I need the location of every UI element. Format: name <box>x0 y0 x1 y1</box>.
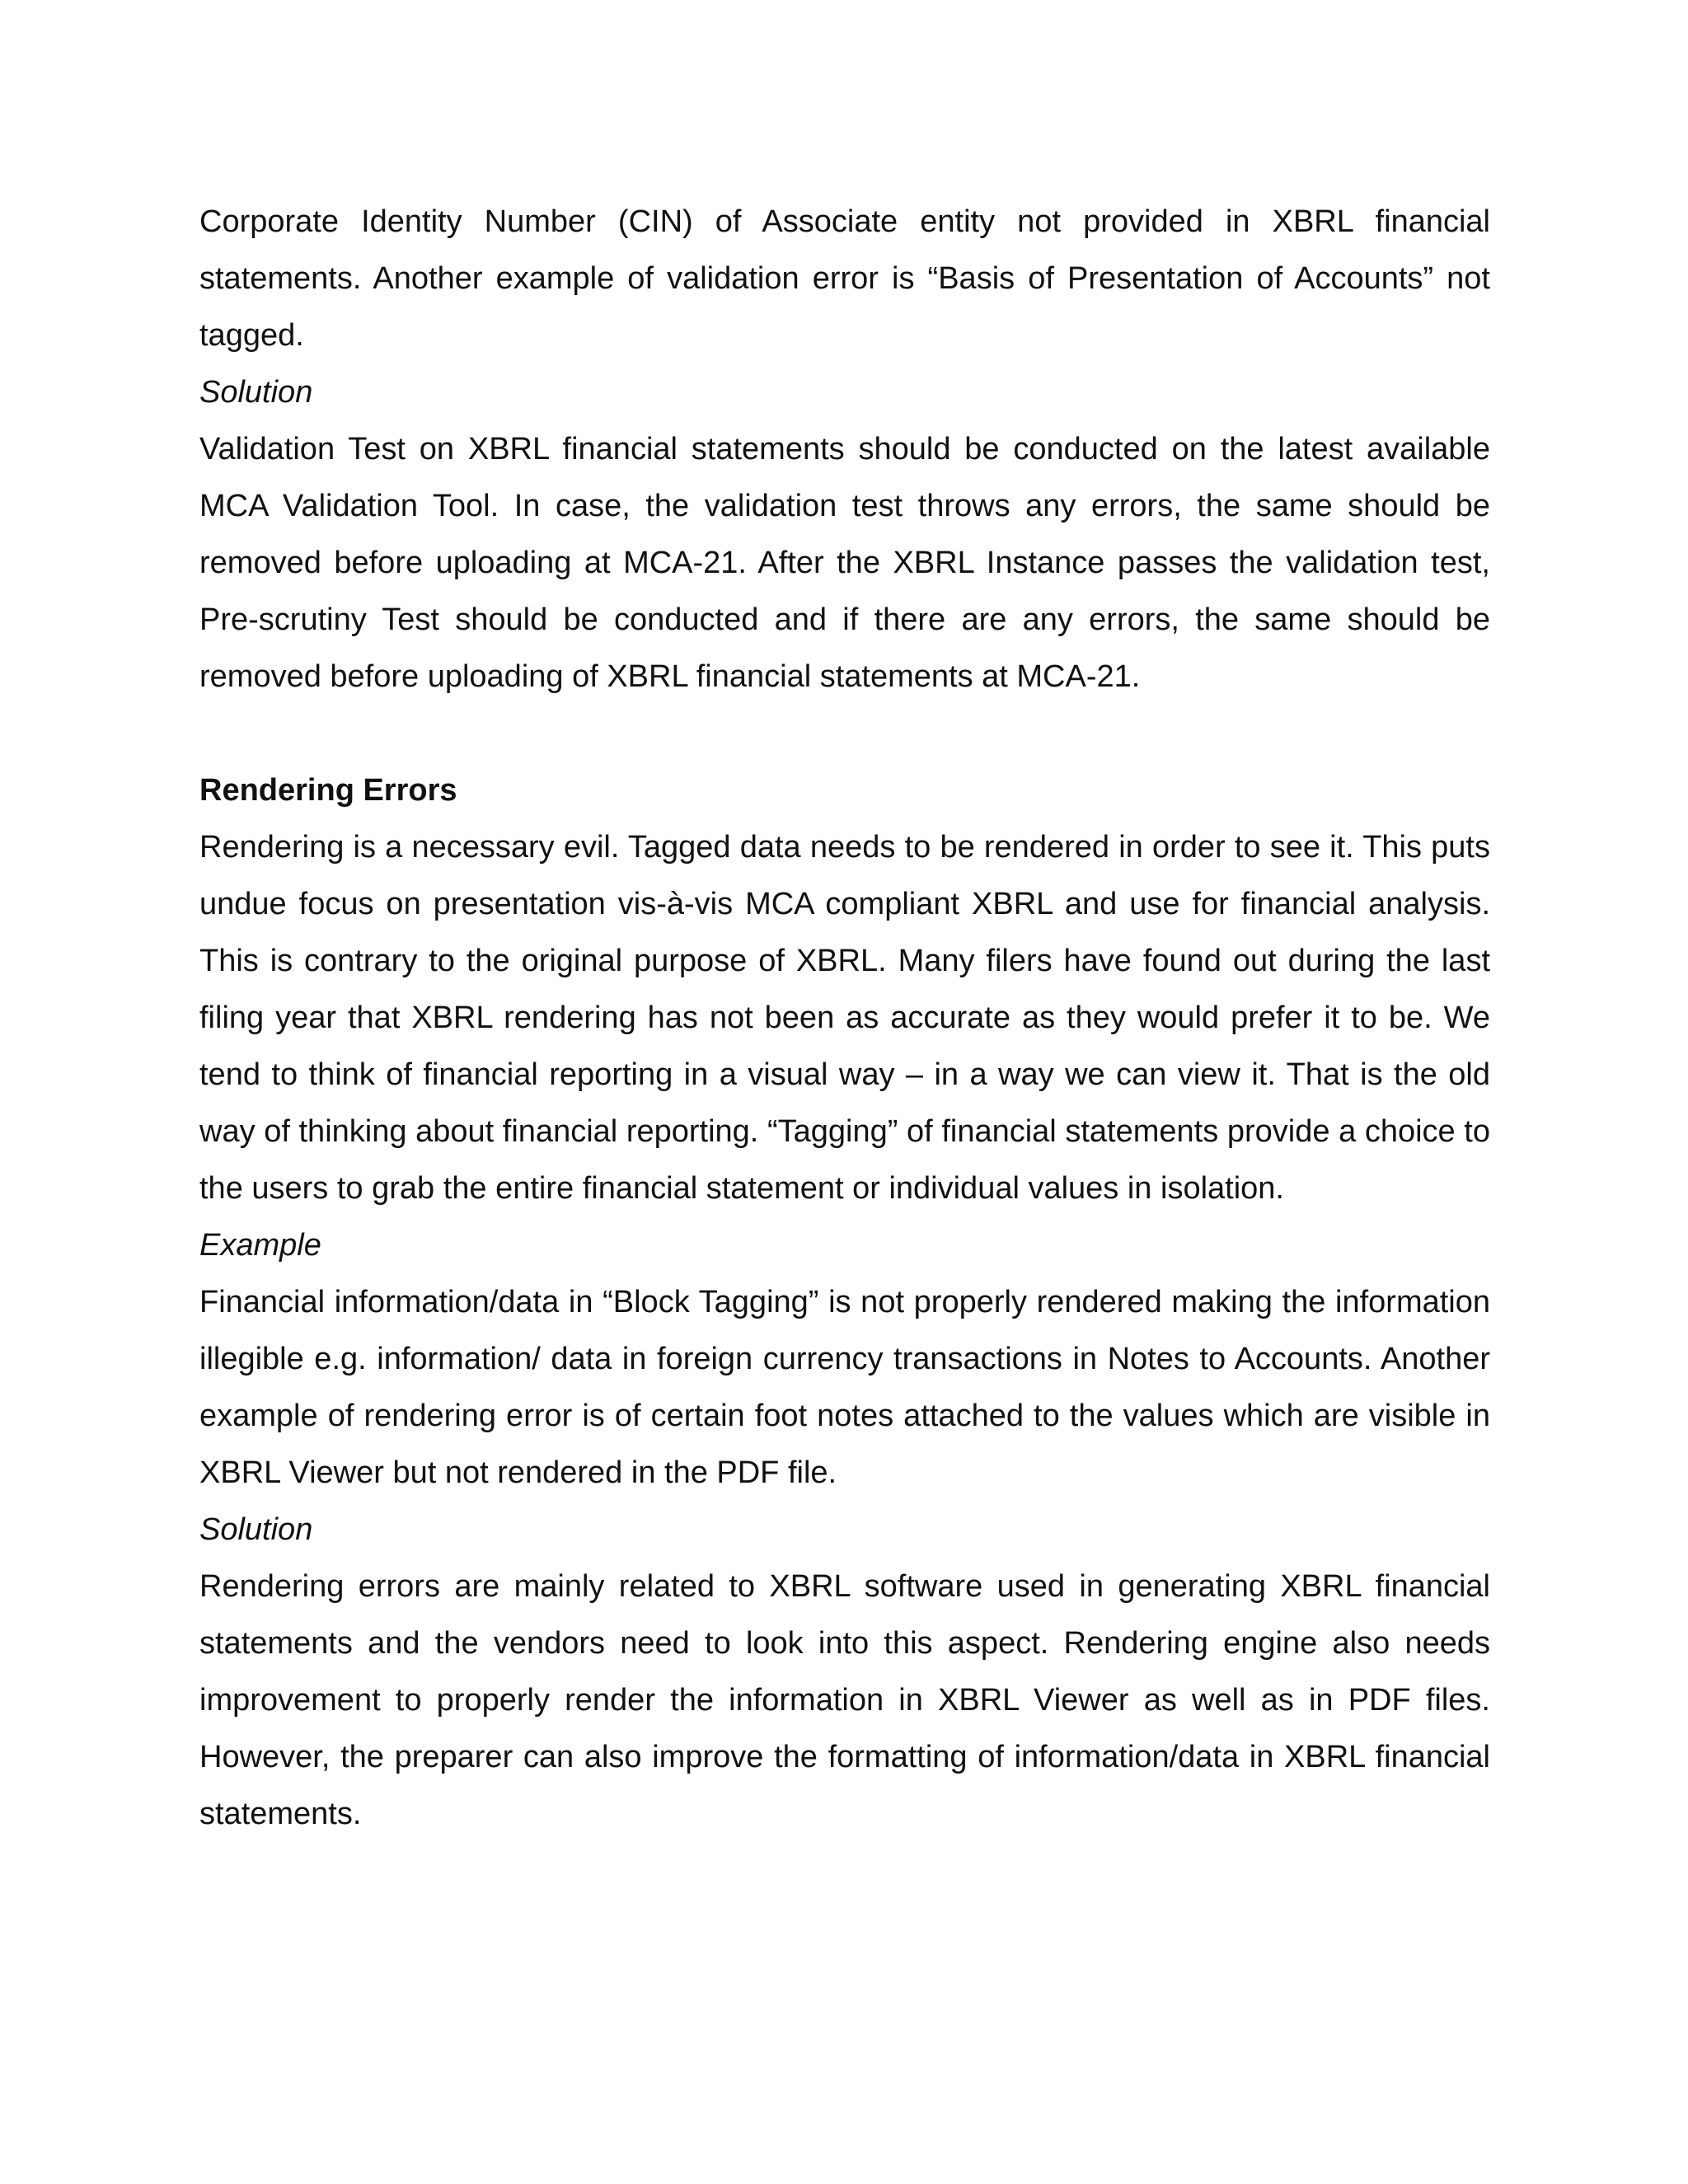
solution-label: Solution <box>199 375 313 410</box>
solution-paragraph: Validation Test on XBRL financial statements should be conducted on the latest available MCA Validation Tool. In case, the validation test throws any errors, the same should be removed before uploading at MCA-21. After the XBRL Instance passes the validation test, Pre-scrutiny Test should be conducted and if there are any errors, the same should be removed before uploading of XBRL financial statements at MCA-21. <box>199 432 1490 694</box>
example-paragraph: Financial information/data in “Block Tagging” is not properly rendered making the information illegible e.g. information/ data in foreign currency transactions in Notes to Accounts. Another example of rendering error is of certain foot notes attached to the values which are visible in XBRL Viewer but not rendered in the PDF file. <box>199 1285 1490 1490</box>
intro-paragraph: Corporate Identity Number (CIN) of Associate entity not provided in XBRL financial statements. Another example of validation error is “Basis of Presentation of Accounts” not tagged. <box>199 204 1490 353</box>
section-heading-rendering-errors: Rendering Errors <box>199 773 457 808</box>
rendering-paragraph: Rendering is a necessary evil. Tagged data needs to be rendered in order to see it. This puts undue focus on presentation vis-à-vis MCA compliant XBRL and use for financial analysis. This is contrary to the original purpose of XBRL. Many filers have found out during the last filing year that XBRL rendering has not been as accurate as they would prefer it to be. We tend to think of financial reporting in a visual way – in a way we can view it. That is the old way of thinking about financial reporting. “Tagging” of financial statements provide a choice to the users to grab the entire financial statement or individual values in isolation. <box>199 830 1490 1206</box>
document-page <box>199 194 1490 1843</box>
example-label: Example <box>199 1228 321 1263</box>
solution-label-2: Solution <box>199 1512 313 1547</box>
solution-paragraph-2: Rendering errors are mainly related to XBRL software used in generating XBRL financial statements and the vendors need to look into this aspect. Rendering engine also needs improvement to properly render the information in XBRL Viewer as well as in PDF files. However, the preparer can also improve the formatting of information/data in XBRL financial statements. <box>199 1569 1490 1831</box>
